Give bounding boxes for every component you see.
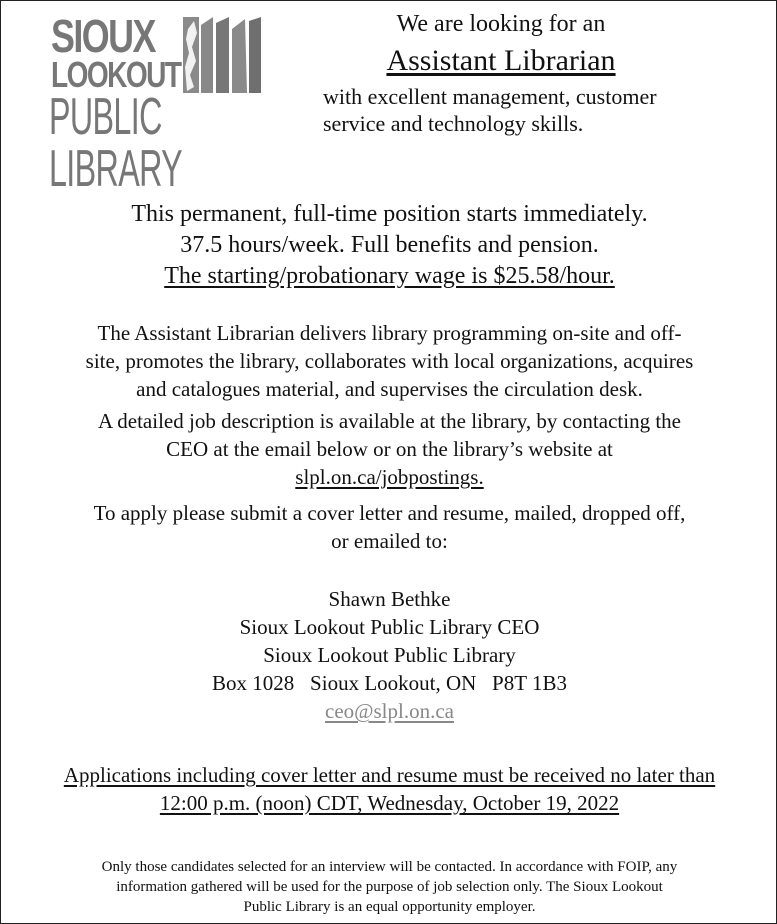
job-postings-link[interactable]: slpl.on.ca/jobpostings.: [295, 465, 484, 489]
position-line-1: This permanent, full-time position starts immediately.: [131, 201, 648, 227]
apply-line-1: To apply please submit a cover letter and resume, mailed, dropped off,: [93, 501, 686, 525]
contact-email-link[interactable]: ceo@slpl.on.ca: [325, 699, 454, 723]
job-description-line-2: CEO at the email below or on the library’s website at: [166, 437, 613, 461]
footer-notice: [1, 857, 777, 917]
header-subtitle-line-2: service and technology skills.: [323, 111, 584, 136]
contact-organization: Sioux Lookout Public Library: [263, 643, 516, 667]
footer-line-3: Public Library is an equal opportunity employer.: [243, 899, 536, 915]
logo-word-lookout: LOOKOUT: [51, 54, 181, 95]
apply-instructions: [1, 499, 777, 555]
footer-line-2: information gathered will be used for the purpose of job selection only. The Sioux Lookout: [116, 879, 663, 895]
header-intro: We are looking for an: [396, 11, 606, 37]
library-logo: [49, 10, 265, 198]
contact-address: Box 1028 Sioux Lookout, ON P8T 1B3: [212, 671, 567, 695]
position-line-2: 37.5 hours/week. Full benefits and pension.: [180, 232, 599, 258]
contact-role: Sioux Lookout Public Library CEO: [239, 615, 540, 639]
description-line-1: The Assistant Librarian delivers library programming on-site and off-: [97, 321, 682, 345]
job-description-info: [1, 407, 777, 491]
logo-word-public-library: PUBLIC LIBRARY: [49, 88, 183, 198]
footer-line-1: Only those candidates selected for an interview will be contacted. In accordance with FOIP, any: [101, 859, 678, 875]
description-line-3: and catalogues material, and supervises the circulation desk.: [136, 377, 643, 401]
logo-word-sioux: SIOUX: [51, 10, 155, 62]
contact-block: [1, 585, 777, 725]
application-deadline: [1, 761, 777, 817]
deadline-line-2: 12:00 p.m. (noon) CDT, Wednesday, October 19, 2022: [159, 791, 620, 815]
header-subtitle-line-1: with excellent management, customer: [323, 84, 657, 109]
job-description-line-1: A detailed job description is available at the library, by contacting the: [98, 409, 681, 433]
logo-book-icon: [183, 17, 263, 95]
position-details: [1, 199, 777, 292]
description-line-2: site, promotes the library, collaborates with local organizations, acquires: [85, 349, 694, 373]
header-subtitle: [323, 83, 723, 137]
deadline-line-1: Applications including cover letter and resume must be received no later than: [63, 763, 716, 787]
role-description: [1, 319, 777, 403]
apply-line-2: or emailed to:: [331, 529, 448, 553]
contact-name: Shawn Bethke: [328, 587, 451, 611]
position-title: Assistant Librarian: [386, 44, 616, 77]
wage-line: The starting/probationary wage is $25.58/hour.: [164, 263, 615, 289]
